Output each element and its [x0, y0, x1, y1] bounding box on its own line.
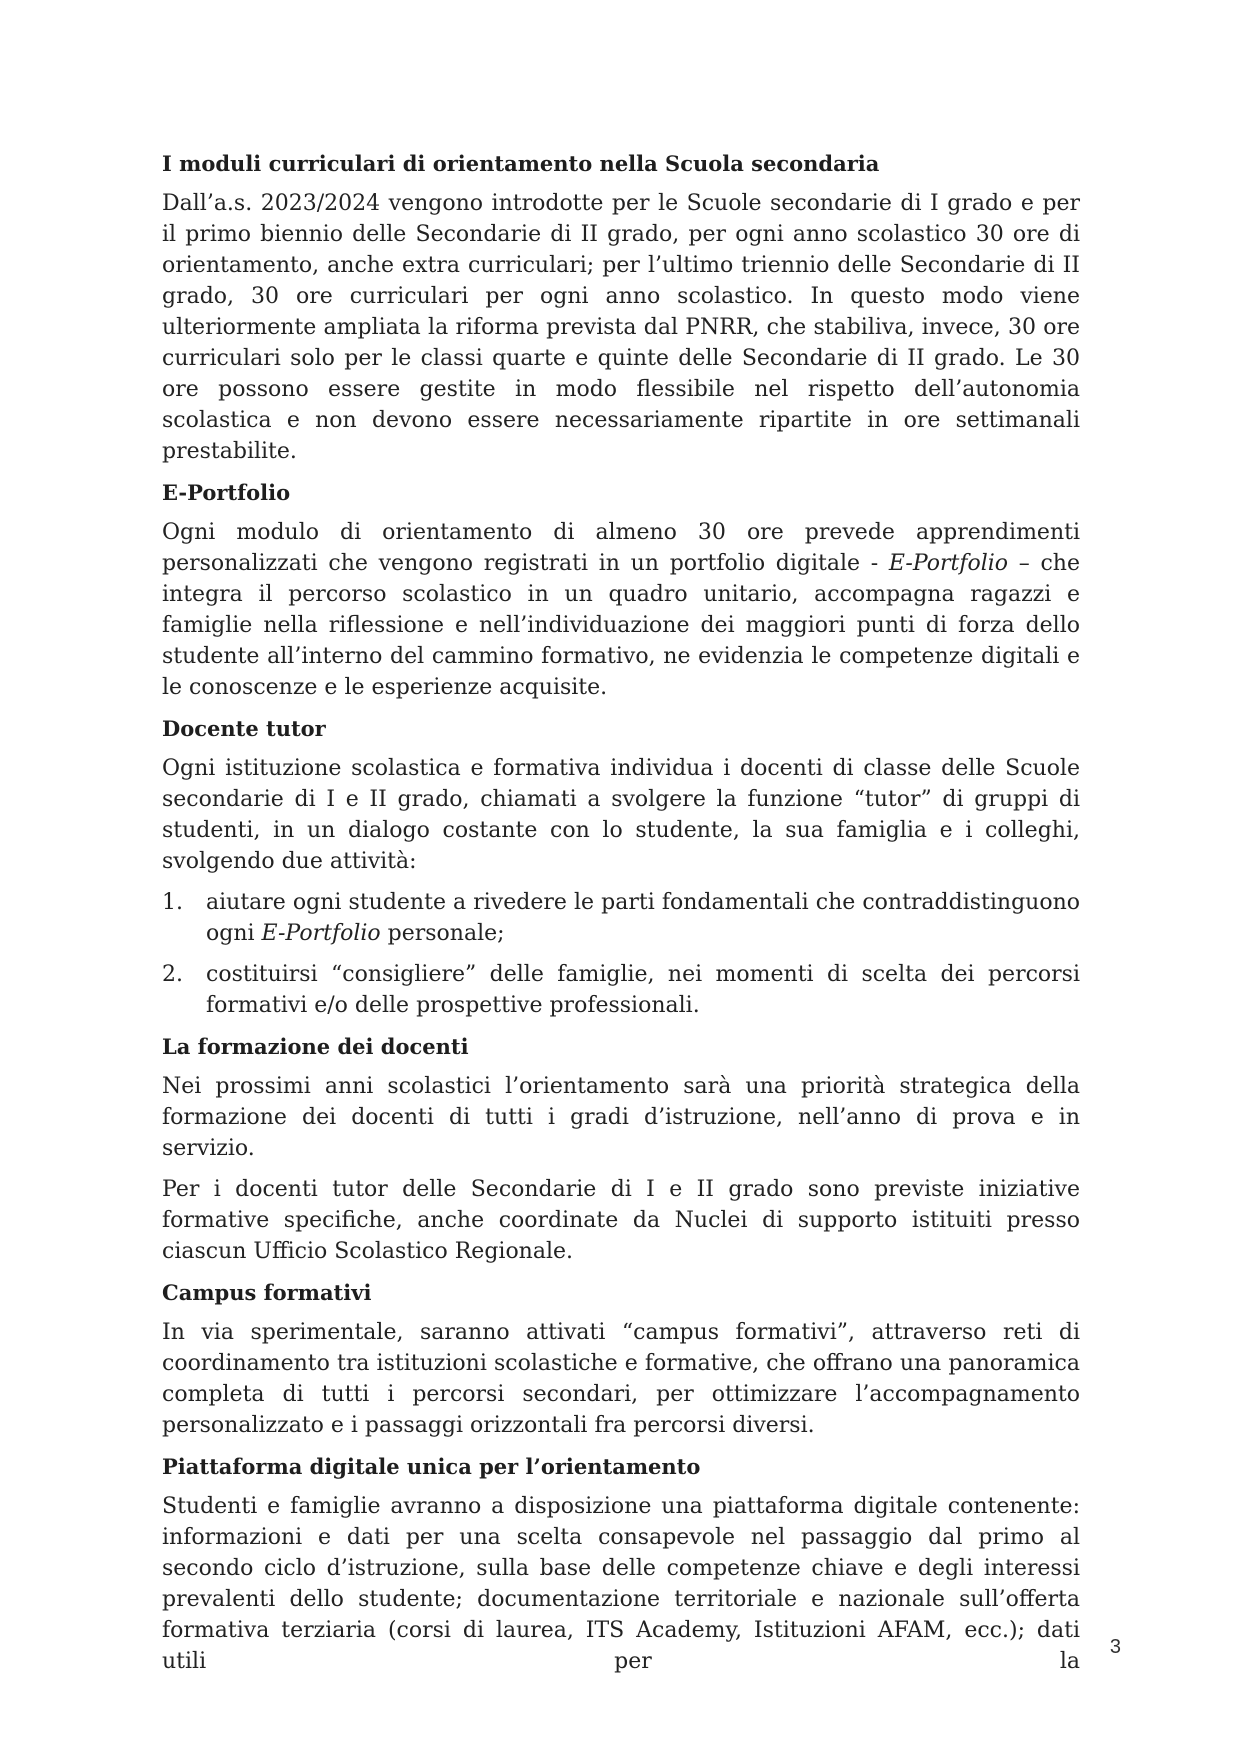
list-number: 1. — [162, 890, 183, 915]
text-run: Ogni modulo di orientamento di almeno 30 ore prevede apprendimenti personalizzati che vengono registrati in un portfolio digitale - — [162, 520, 1080, 576]
page-number: 3 — [1109, 1636, 1121, 1658]
italic-term: E-Portfolio — [261, 921, 381, 946]
section-title: Piattaforma digitale unica per l’orientamento — [162, 1454, 701, 1479]
section-eportfolio — [162, 477, 1080, 703]
section-title: Docente tutor — [162, 716, 326, 741]
section-campus — [162, 1277, 1080, 1441]
document-page — [162, 148, 1080, 1687]
numbered-list — [162, 887, 1080, 1021]
list-item — [162, 887, 1080, 949]
section-piattaforma — [162, 1451, 1080, 1677]
text-run: aiutare ogni studente a rivedere le parti fondamentali che contraddistinguono ogni — [206, 890, 1080, 946]
section-moduli — [162, 148, 1080, 467]
section-title: Campus formativi — [162, 1280, 372, 1305]
paragraph: Ogni istituzione scolastica e formativa individua i docenti di classe delle Scuole secondarie di I e II grado, chiamati a svolgere la funzione “tutor” di gruppi di studenti, in un dialogo costante con lo studente, la sua famiglia e i colleghi, svolgendo due attività: — [162, 756, 1080, 874]
paragraph: Dall’a.s. 2023/2024 vengono introdotte per le Scuole secondarie di I grado e per il primo biennio delle Secondarie di II grado, per ogni anno scolastico 30 ore di orientamento, anche extra curriculari; per l’ultimo triennio delle Secondarie di II grado, 30 ore curriculari per ogni anno scolastico. In questo modo viene ulteriormente ampliata la riforma prevista dal PNRR, che stabiliva, invece, 30 ore curriculari solo per le classi quarte e quinte delle Secondarie di II grado. Le 30 ore possono essere gestite in modo flessibile nel rispetto dell’autonomia scolastica e non devono essere necessariamente ripartite in ore settimanali prestabilite. — [162, 191, 1080, 464]
paragraph: Studenti e famiglie avranno a disposizione una piattaforma digitale contenente: informazioni e dati per una scelta consapevole nel passaggio dal primo al secondo ciclo d’istruzione, sulla base delle competenze chiave e degli interessi prevalenti dello studente; documentazione territoriale e nazionale sull’offerta formativa terziaria (corsi di laurea, ITS Academy, Istituzioni AFAM, ecc.); dati utili per la — [162, 1494, 1080, 1674]
section-title: La formazione dei docenti — [162, 1034, 469, 1059]
section-tutor — [162, 713, 1080, 1021]
list-number: 2. — [162, 962, 183, 987]
paragraph — [162, 517, 1080, 703]
text-run: – che integra il percorso scolastico in un quadro unitario, accompagna ragazzi e famiglie nella riflessione e nell’individuazione dei maggiori punti di forza dello studente all’interno del cammino formativo, ne evidenzia le competenze digitali e le conoscenze e le esperienze acquisite. — [162, 551, 1080, 700]
list-item — [162, 959, 1080, 1021]
paragraph: Nei prossimi anni scolastici l’orientamento sarà una priorità strategica della formazione dei docenti di tutti i gradi d’istruzione, nell’anno di prova e in servizio. — [162, 1074, 1080, 1161]
paragraph: In via sperimentale, saranno attivati “campus formativi”, attraverso reti di coordinamento tra istituzioni scolastiche e formative, che offrano una panoramica completa di tutti i percorsi secondari, per ottimizzare l’accompagnamento personalizzato e i passaggi orizzontali fra percorsi diversi. — [162, 1320, 1080, 1438]
paragraph: Per i docenti tutor delle Secondarie di I e II grado sono previste iniziative formative specifiche, anche coordinate da Nuclei di supporto istituiti presso ciascun Ufficio Scolastico Regionale. — [162, 1177, 1080, 1264]
section-title: E-Portfolio — [162, 480, 291, 505]
text-run: personale; — [380, 921, 505, 946]
section-title: I moduli curriculari di orientamento nella Scuola secondaria — [162, 151, 880, 176]
italic-term: E-Portfolio — [888, 551, 1009, 576]
section-formazione — [162, 1031, 1080, 1267]
text-run: costituirsi “consigliere” delle famiglie, nei momenti di scelta dei percorsi formativi e/o delle prospettive professionali. — [206, 962, 1080, 1018]
